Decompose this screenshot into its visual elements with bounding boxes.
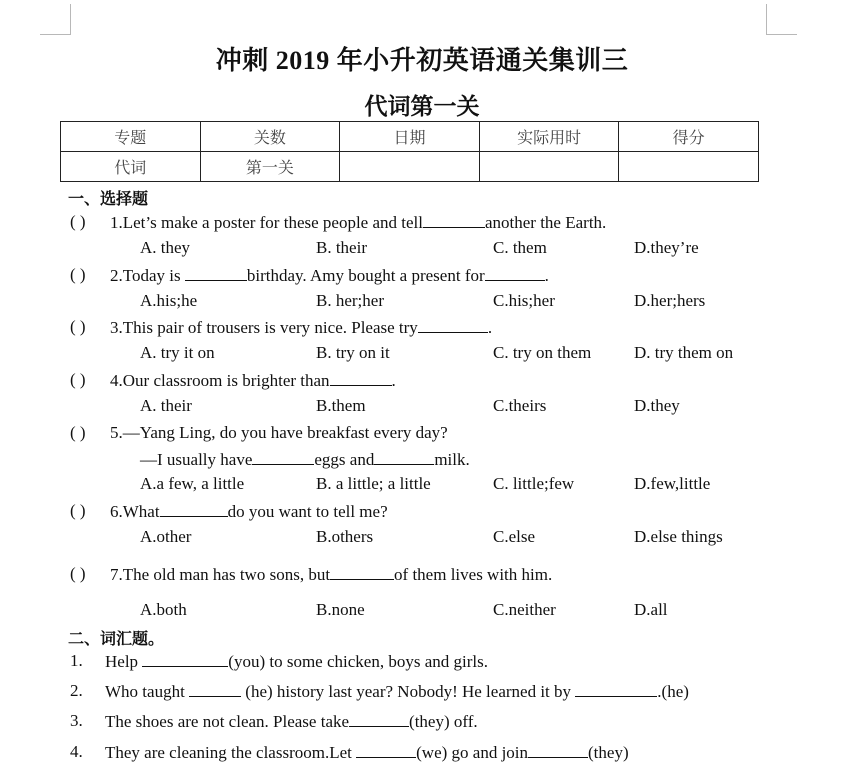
option-d[interactable]: D.they	[634, 396, 680, 415]
question-text: of them lives with him.	[394, 565, 553, 584]
option-a[interactable]: A.a few, a little	[140, 474, 245, 493]
option-a[interactable]: A. they	[140, 238, 191, 257]
blank[interactable]	[418, 317, 488, 333]
item-number: 3.	[70, 711, 83, 730]
question-text: (they) off.	[409, 712, 478, 731]
blank[interactable]	[356, 742, 416, 758]
option-c[interactable]: C. them	[493, 238, 547, 257]
option-b[interactable]: B. their	[316, 238, 367, 257]
blank[interactable]	[185, 265, 247, 281]
answer-paren[interactable]: ( )	[70, 370, 86, 389]
table-header-cell: 实际用时	[479, 122, 619, 152]
page-corner-mark-right	[766, 4, 797, 35]
table-header-cell: 专题	[61, 122, 201, 152]
blank[interactable]	[160, 501, 228, 517]
blank[interactable]	[252, 449, 314, 465]
question-5-reply	[140, 449, 470, 470]
option-b[interactable]: B. a little; a little	[316, 474, 431, 493]
blank[interactable]	[142, 651, 228, 667]
question-text: .	[391, 371, 396, 390]
question-text: Who taught	[105, 682, 185, 701]
blank[interactable]	[330, 564, 394, 580]
table-cell-time[interactable]	[479, 152, 619, 182]
info-table	[60, 121, 759, 182]
option-d[interactable]: D. try them on	[634, 343, 734, 362]
answer-paren[interactable]: ( )	[70, 423, 86, 442]
answer-paren[interactable]: ( )	[70, 212, 86, 231]
option-a[interactable]: A.other	[140, 527, 192, 546]
table-header-row	[61, 122, 759, 152]
option-b[interactable]: B.them	[316, 396, 366, 415]
option-b[interactable]: B. her;her	[316, 291, 384, 310]
item-number: 2.	[70, 681, 83, 700]
question-text: birthday. Amy bought a present for	[246, 266, 485, 285]
question-text: .(he)	[657, 682, 689, 701]
question-text: (we) go and join	[416, 743, 529, 762]
question-text: Help	[105, 652, 139, 671]
question-text: They are cleaning the classroom.Let	[105, 743, 352, 762]
option-c[interactable]: C.neither	[493, 600, 556, 619]
vocab-question-3	[105, 711, 478, 732]
option-b[interactable]: B. try on it	[316, 343, 390, 362]
section-heading-vocabulary: 二、词汇题。	[68, 629, 165, 648]
blank[interactable]	[349, 711, 409, 727]
option-a[interactable]: A.his;he	[140, 291, 198, 310]
blank[interactable]	[423, 212, 485, 228]
question-2	[110, 265, 549, 286]
option-d[interactable]: D.her;hers	[634, 291, 706, 310]
question-text: milk.	[434, 450, 470, 469]
option-c[interactable]: C.theirs	[493, 396, 547, 415]
section-heading-choice: 一、选择题	[68, 189, 149, 208]
blank[interactable]	[330, 370, 392, 386]
page-corner-mark-left	[40, 4, 71, 35]
table-header-cell: 日期	[340, 122, 480, 152]
answer-paren[interactable]: ( )	[70, 501, 86, 520]
option-d[interactable]: D.else things	[634, 527, 723, 546]
question-text: 7.The old man has two sons, but	[110, 565, 331, 584]
vocab-question-4	[105, 742, 629, 763]
blank[interactable]	[189, 681, 241, 697]
question-6	[110, 501, 388, 522]
page-subtitle: 代词第一关	[364, 94, 480, 119]
option-d[interactable]: D.few,little	[634, 474, 711, 493]
question-text: do you want to tell me?	[227, 502, 388, 521]
vocab-question-2	[105, 681, 689, 702]
option-b[interactable]: B.none	[316, 600, 365, 619]
page-title: 冲刺 2019 年小升初英语通关集训三	[215, 46, 629, 75]
question-5: 5.—Yang Ling, do you have breakfast every day?	[110, 423, 448, 442]
option-d[interactable]: D.they’re	[634, 238, 699, 257]
item-number: 1.	[70, 651, 83, 670]
question-text: another the Earth.	[484, 213, 607, 232]
blank[interactable]	[575, 681, 657, 697]
question-text: 4.Our classroom is brighter than	[110, 371, 330, 390]
question-text: .	[487, 318, 493, 337]
answer-paren[interactable]: ( )	[70, 564, 86, 583]
answer-paren[interactable]: ( )	[70, 265, 86, 284]
blank[interactable]	[485, 265, 545, 281]
option-a[interactable]: A. try it on	[140, 343, 215, 362]
question-text: The shoes are not clean. Please take	[105, 712, 350, 731]
question-1	[110, 212, 606, 233]
question-text: 3.This pair of trousers is very nice. Please try	[110, 318, 418, 337]
answer-paren[interactable]: ( )	[70, 317, 86, 336]
question-text: 2.Today is	[110, 266, 181, 285]
table-header-cell: 关数	[200, 122, 340, 152]
question-4	[110, 370, 396, 391]
table-cell-date[interactable]	[340, 152, 480, 182]
question-text: (he) history last year? Nobody! He learned it by	[245, 682, 572, 701]
table-cell-score[interactable]	[619, 152, 759, 182]
question-text: (they)	[588, 743, 629, 762]
question-text: eggs and	[314, 450, 375, 469]
option-b[interactable]: B.others	[316, 527, 374, 546]
table-header-cell: 得分	[619, 122, 759, 152]
option-a[interactable]: A.both	[140, 600, 187, 619]
question-3	[110, 317, 492, 338]
question-text: —I usually have	[140, 450, 253, 469]
option-c[interactable]: C.his;her	[493, 291, 555, 310]
blank[interactable]	[374, 449, 434, 465]
item-number: 4.	[70, 742, 83, 761]
question-text: 6.What	[110, 502, 160, 521]
blank[interactable]	[528, 742, 588, 758]
vocab-question-1	[105, 651, 488, 672]
option-d[interactable]: D.all	[634, 600, 668, 619]
question-text: .	[544, 266, 549, 285]
table-cell: 代词	[61, 152, 201, 182]
option-c[interactable]: C.else	[493, 527, 536, 546]
option-c[interactable]: C. little;few	[493, 474, 575, 493]
option-c[interactable]: C. try on them	[493, 343, 592, 362]
question-text: (you) to some chicken, boys and girls.	[228, 652, 488, 671]
table-row	[61, 152, 759, 182]
table-cell: 第一关	[200, 152, 340, 182]
option-a[interactable]: A. their	[140, 396, 192, 415]
question-text: 1.Let’s make a poster for these people and tell	[110, 213, 423, 232]
question-7	[110, 564, 552, 585]
